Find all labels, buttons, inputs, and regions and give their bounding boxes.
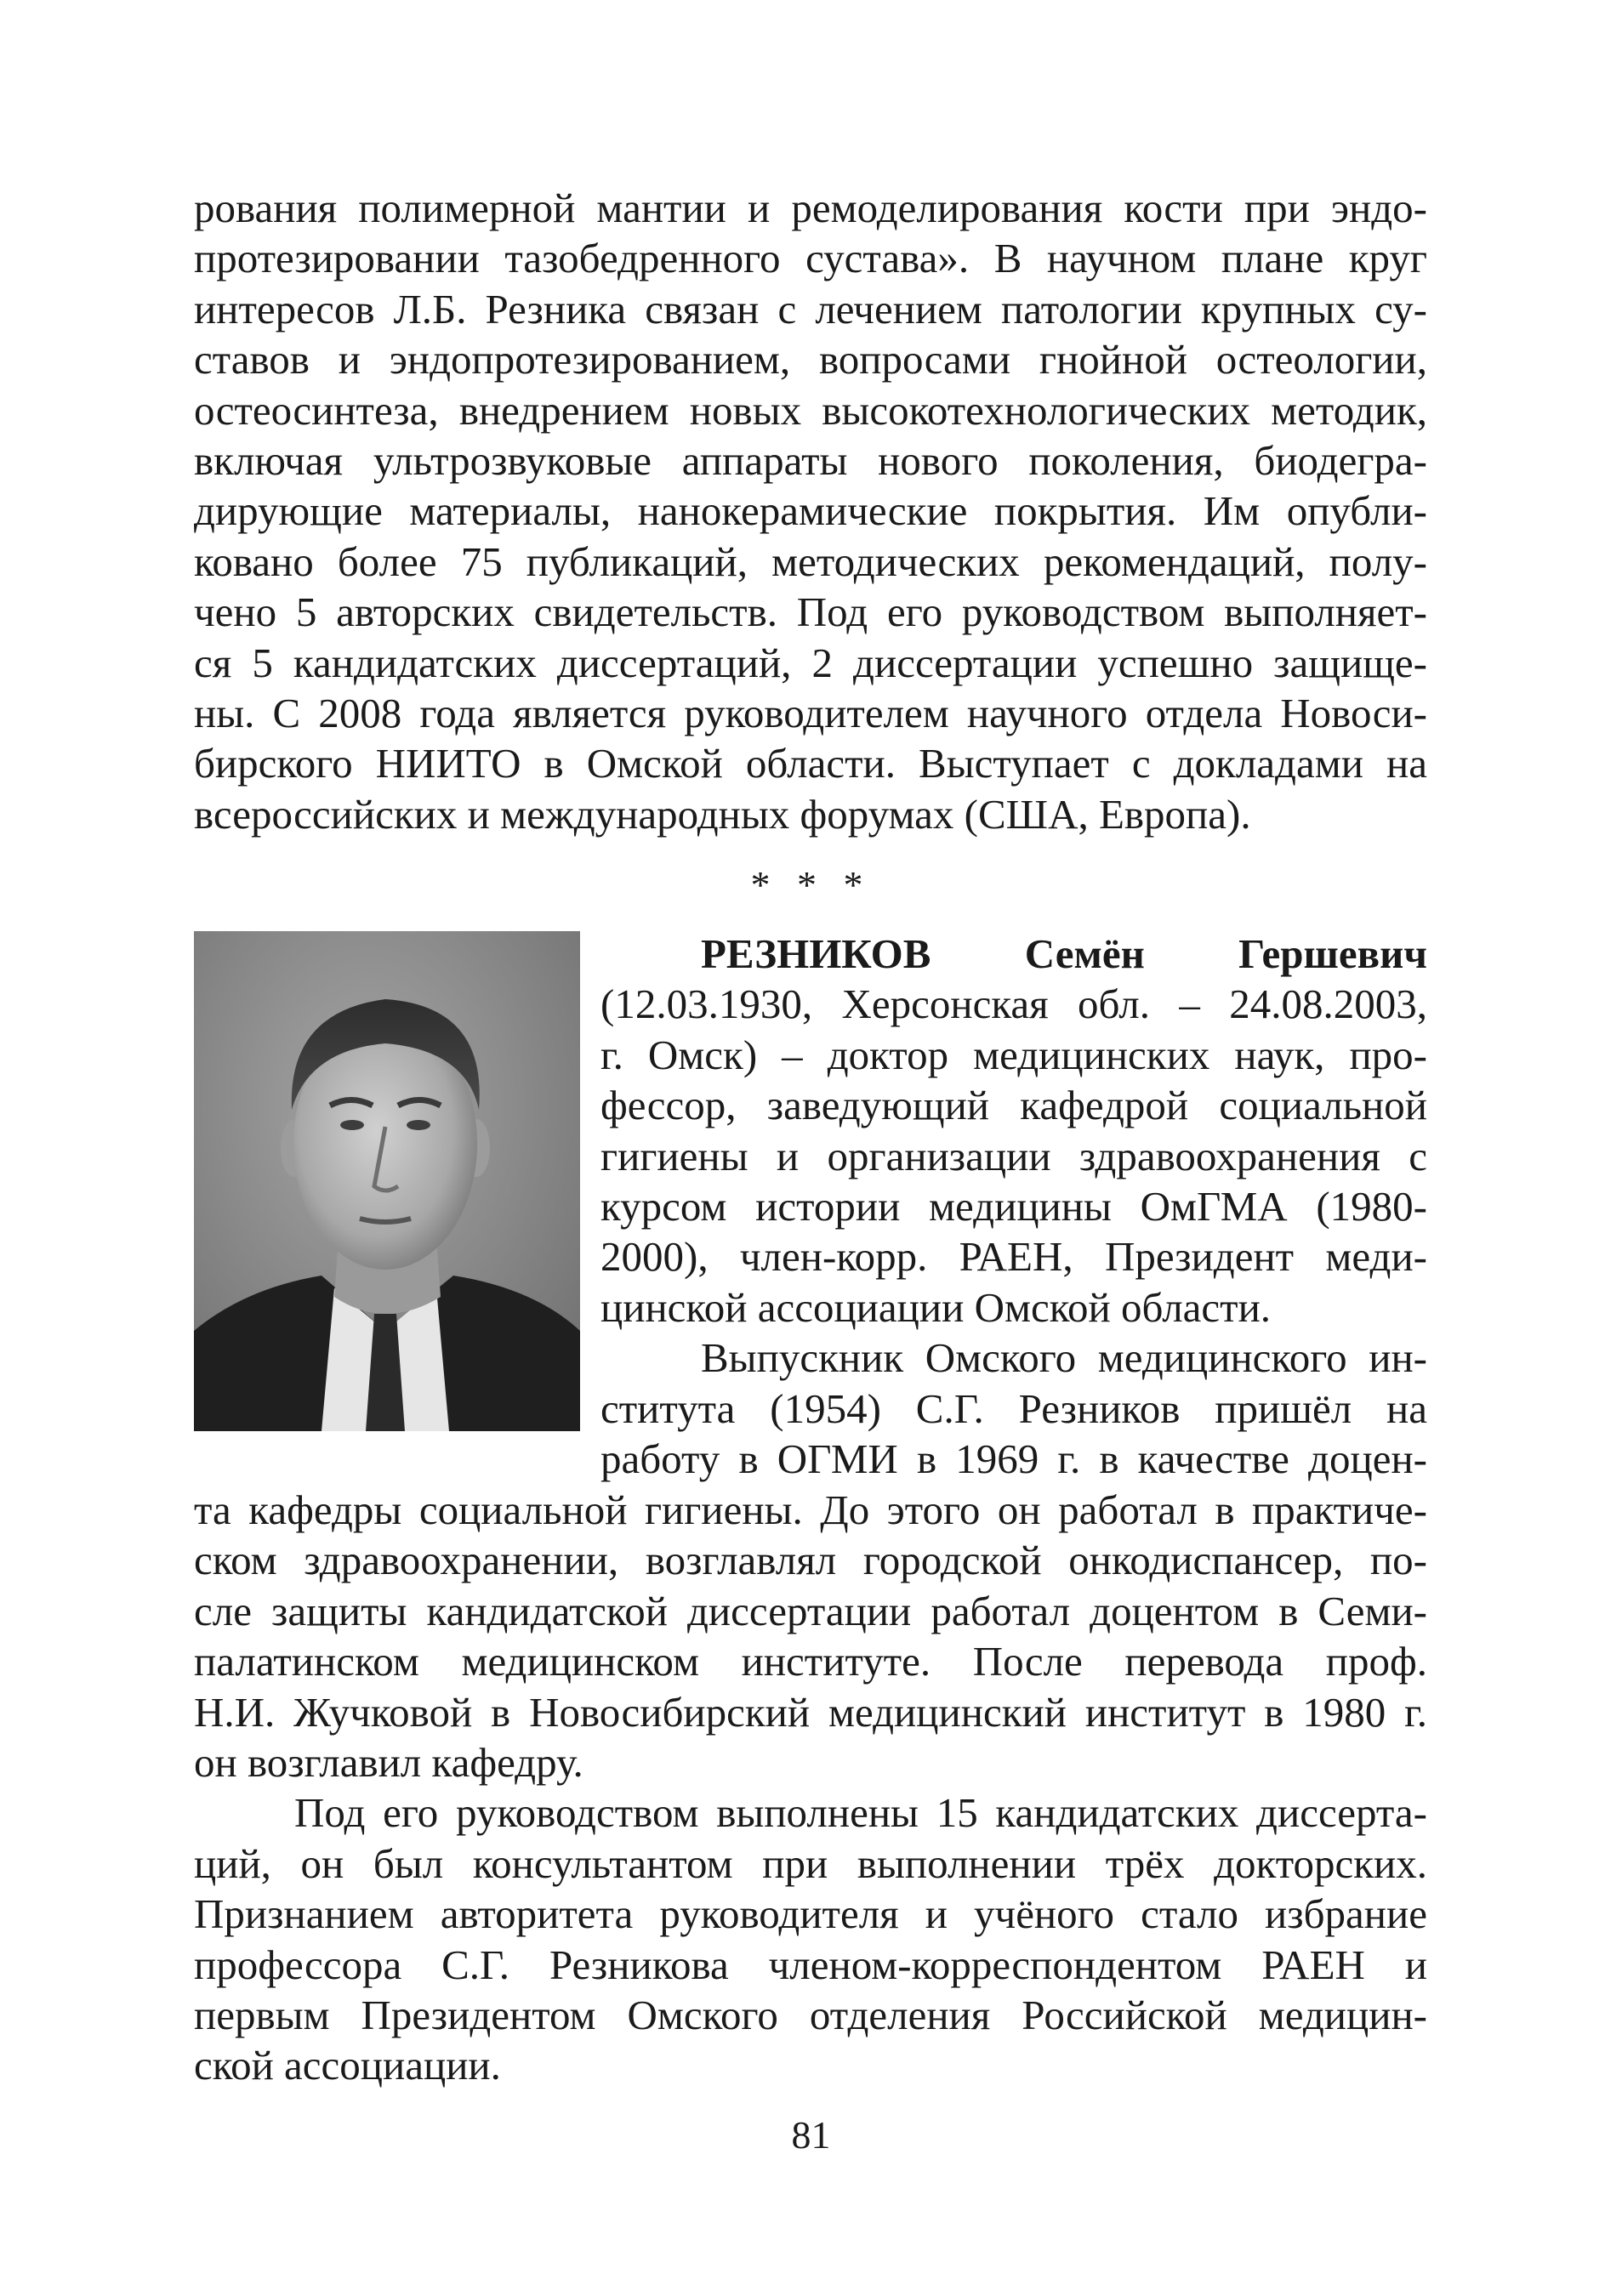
page-number: 81: [791, 2113, 831, 2157]
previous-biography-text: [194, 183, 1427, 839]
text-line: дирующие материалы, нанокерамические покрытия. Им опубли-: [194, 487, 1427, 535]
text-line: бирского НИИТО в Омской области. Выступает с докладами на: [194, 740, 1427, 787]
text-line: всероссийских и международных форумах (США, Европа).: [194, 790, 1251, 838]
text-line: он возглавил кафедру.: [194, 1738, 583, 1786]
text-line: ны. С 2008 года является руководителем научного отдела Новоси-: [194, 689, 1427, 736]
text-line: ставов и эндопротезированием, вопросами гнойной остеологии,: [194, 336, 1427, 384]
text-line: рования полимерной мантии и ремоделирования кости при эндо-: [194, 185, 1427, 231]
portrait-photo: [194, 931, 580, 1431]
text-line: ковано более 75 публикаций, методических рекомендаций, полу-: [194, 537, 1427, 585]
text-line: работу в ОГМИ в 1969 г. в качестве доцен-: [600, 1435, 1427, 1482]
text-line: первым Президентом Омского отделения Российской медицин-: [194, 1991, 1427, 2038]
text-line: протезировании тазобедренного сустава». В научном плане круг: [194, 235, 1427, 282]
section-separator: * * *: [750, 863, 872, 906]
text-line: палатинском медицинском институте. После перевода проф.: [194, 1638, 1427, 1685]
text-line: курсом истории медицины ОмГМА (1980-: [600, 1182, 1427, 1230]
text-line: сле защиты кандидатской диссертации работал доцентом в Семи-: [194, 1587, 1427, 1634]
text-line: ской ассоциации.: [194, 2042, 501, 2089]
biography-side-text: [600, 929, 1427, 1484]
text-line: цинской ассоциации Омской области.: [600, 1283, 1272, 1331]
text-line: ском здравоохранении, возглавлял городской онкодиспансер, по-: [194, 1537, 1427, 1584]
text-line: профессора С.Г. Резникова членом-корреспондентом РАЕН и: [194, 1941, 1427, 1988]
text-line: чено 5 авторских свидетельств. Под его руководством выполняет-: [194, 588, 1427, 636]
entry-heading: [600, 929, 1427, 979]
text-line: 2000), член-корр. РАЕН, Президент меди-: [600, 1233, 1427, 1281]
text-line: ся 5 кандидатских диссертаций, 2 диссертации успешно защище-: [194, 639, 1427, 686]
biography-full-text: [194, 1485, 1427, 2091]
text-line: Признанием авторитета руководителя и учёного стало избрание: [194, 1890, 1427, 1938]
text-line: ститута (1954) С.Г. Резников пришёл на: [600, 1384, 1427, 1432]
text-line: ций, он был консультантом при выполнении трёх докторских.: [194, 1839, 1427, 1887]
text-line: Под его руководством выполнены 15 кандидатских диссерта-: [294, 1789, 1427, 1837]
text-line: интересов Л.Б. Резника связан с лечением патологии крупных су-: [194, 285, 1427, 332]
text-line: та кафедры социальной гигиены. До этого он работал в практиче-: [194, 1486, 1427, 1533]
text-line: включая ультрозвуковые аппараты нового поколения, биодегра-: [194, 436, 1427, 484]
person-name: РЕЗНИКОВ Семён Гершевич: [701, 930, 1427, 977]
text-line: г. Омск) – доктор медицинских наук, про-: [600, 1031, 1427, 1078]
text-line: (12.03.1930, Херсонская обл. – 24.08.2003,: [600, 980, 1427, 1028]
text-line: гигиены и организации здравоохранения с: [600, 1132, 1427, 1179]
text-line: Выпускник Омского медицинского ин-: [701, 1334, 1427, 1382]
text-line: фессор, заведующий кафедрой социальной: [600, 1082, 1427, 1129]
text-line: остеосинтеза, внедрением новых высокотехнологических методик,: [194, 386, 1427, 434]
text-line: Н.И. Жучковой в Новосибирский медицинский институт в 1980 г.: [194, 1688, 1427, 1736]
